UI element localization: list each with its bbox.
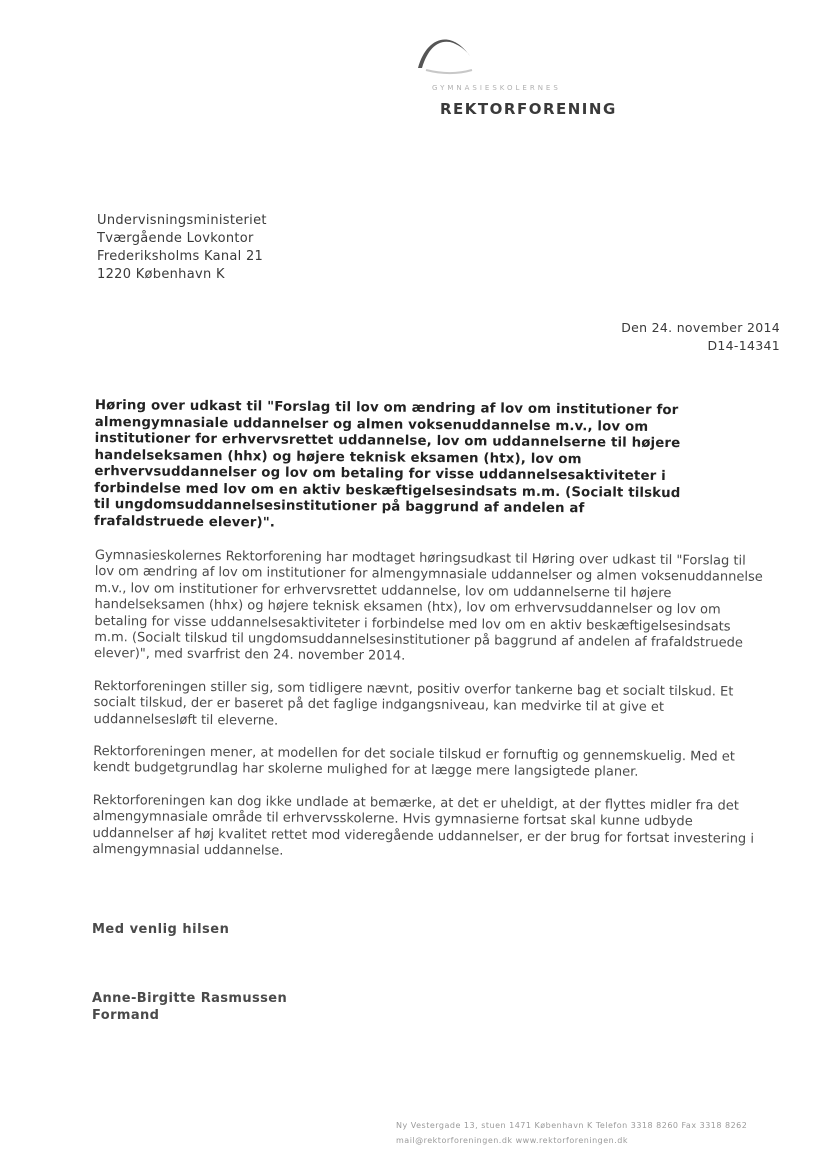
body-paragraph: Rektorforeningen kan dog ikke undlade at bemærke, at det er uheldigt, at der flyttes midler fra det almengymnasiale område til erhvervsskolerne. Hvis gymnasierne fortsat skal kunne udbyde uddannelser af høj kvalitet rettet mod videregående uddannelser, er der brug for fortsat investering i almengymnasial uddannelse. — [92, 792, 755, 859]
recipient-line: Undervisningsministeriet — [97, 213, 267, 228]
letterhead-logo — [412, 28, 632, 128]
letter-date: Den 24. november 2014 — [621, 320, 780, 335]
signature-block — [92, 990, 287, 1024]
recipient-line: Frederiksholms Kanal 21 — [97, 249, 264, 264]
reference-number: D14-14341 — [707, 338, 780, 353]
letterhead-footer — [396, 1118, 747, 1148]
body-paragraph: Rektorforeningen stiller sig, som tidligere nævnt, positiv overfor tankerne bag et socialt tilskud. Et socialt tilskud, der er baseret på det faglige indgangsniveau, kan medvirke til at give et uddannelsesløft til eleverne. — [93, 678, 734, 729]
footer-address: Ny Vestergade 13, stuen 1471 København K Telefon 3318 8260 Fax 3318 8262 — [396, 1121, 748, 1130]
date-block — [621, 319, 780, 355]
body-paragraph: Rektorforeningen mener, at modellen for det sociale tilskud er fornuftig og gennemskuelig. Med et kendt budgetgrundlag har skolerne mulighed for at lægge mere langsigtede planer. — [93, 744, 735, 781]
arc-logo-icon — [412, 28, 492, 88]
subject-heading: Høring over udkast til "Forslag til lov om ændring af lov om institutioner for almengymnasiale uddannelser og almen voksenuddannelse m.v., lov om institutioner for erhvervsrettet uddannelse, lov om uddannelserne til højere handelseksamen (hhx) og højere teknisk eksamen (htx), lov om erhvervsuddannelser og lov om betaling for visse uddannelsesaktiviteter i forbindelse med lov om en aktiv beskæftigelsesindsats m.m. (Socialt tilskud til ungdomsuddannelsesinstitutioner på baggrund af andelen af frafaldstruede elever)". — [93, 398, 681, 531]
footer-contact: mail@rektorforeningen.dk www.rektorforeningen.dk — [396, 1136, 628, 1145]
signer-title: Formand — [92, 1008, 160, 1023]
body-paragraph: Gymnasieskolernes Rektorforening har modtaget høringsudkast til Høring over udkast til "Forslag til lov om ændring af lov om institutioner for almengymnasiale uddannelser og almen voksenuddannelse m.v., lov om institutioner for erhvervsrettet uddannelse, lov om uddannelserne til højere handelseksamen (hhx) og højere teknisk eksamen (htx), lov om erhvervsuddannelser og lov om betaling for visse uddannelsesaktiviteter i forbindelse med lov om en aktiv beskæftigelsesindsats m.m. (Socialt tilskud til ungdomsuddannelsesinstitutioner på baggrund af andelen af frafaldstruede elever)", med svarfrist den 24. november 2014. — [94, 548, 763, 665]
recipient-address — [97, 212, 267, 284]
org-subline: GYMNASIESKOLERNES — [432, 84, 561, 92]
recipient-line: Tværgående Lovkontor — [97, 231, 254, 246]
closing-salutation: Med venlig hilsen — [92, 922, 230, 937]
org-name: REKTORFORENING — [440, 100, 617, 118]
letter-body — [92, 548, 765, 880]
signer-name: Anne-Birgitte Rasmussen — [92, 991, 288, 1006]
recipient-line: 1220 København K — [97, 267, 225, 282]
